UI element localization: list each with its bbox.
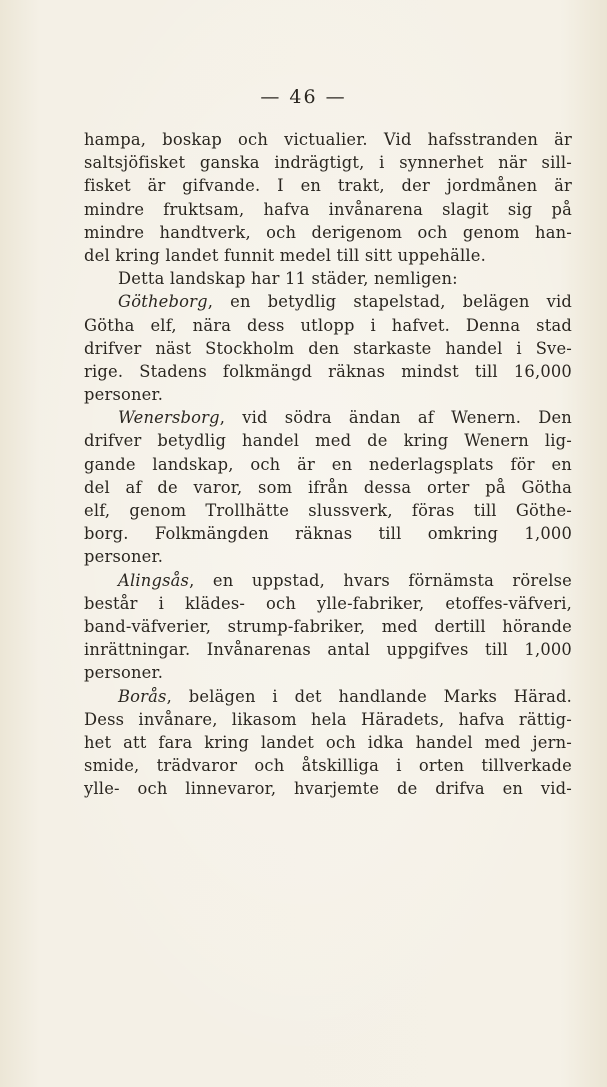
- text-line: het att fara kring landet och idka handel med jern-: [84, 732, 572, 752]
- text-line: mindre handtverk, och derigenom och genom han-: [84, 222, 572, 242]
- text-line: saltsjöfisket ganska indrägtigt, i synnerhet när sill-: [84, 153, 572, 173]
- body-text: [84, 128, 572, 800]
- text-line: borg. Folkmängden räknas till omkring 1,000: [84, 524, 572, 544]
- text-line: Götha elf, nära dess utlopp i hafvet. Denna stad: [84, 315, 572, 335]
- text-line: gande landskap, och är en nederlagsplats för en: [84, 454, 572, 474]
- text-line-alingsas: Alingsås, en uppstad, hvars förnämsta rörelse: [118, 570, 572, 590]
- text-line: inrättningar. Invånarenas antal uppgifves till 1,000: [84, 640, 572, 660]
- text-line: del af de varor, som ifrån dessa orter på Götha: [84, 477, 572, 497]
- text-line: ylle- och linnevaror, hvarjemte de drifva en vid-: [84, 779, 572, 799]
- text-line: personer.: [84, 385, 164, 405]
- text-line: personer.: [84, 663, 164, 683]
- text-line: del kring landet funnit medel till sitt uppehälle.: [84, 245, 487, 265]
- text-line: drifver betydlig handel med de kring Wenern lig-: [84, 431, 572, 451]
- text-line: mindre fruktsam, hafva invånarena slagit sig på: [84, 199, 572, 219]
- text-line: band-väfverier, strump-fabriker, med dertill hörande: [84, 616, 572, 636]
- place-name: Alingsås: [118, 570, 190, 590]
- place-name: Borås: [118, 686, 167, 706]
- text-line: drifver näst Stockholm den starkaste handel i Sve-: [84, 338, 572, 358]
- text-line-boras: Borås, belägen i det handlande Marks Härad.: [118, 686, 572, 706]
- text-line: Dess invånare, likasom hela Häradets, hafva rättig-: [84, 709, 572, 729]
- place-name: Wenersborg: [118, 408, 220, 428]
- text-line-wenersborg: Wenersborg, vid södra ändan af Wenern. Den: [118, 408, 572, 428]
- text-line: elf, genom Trollhätte slussverk, föras till Göthe-: [84, 501, 572, 520]
- text-line: smide, trädvaror och åtskilliga i orten tillverkade: [84, 756, 572, 776]
- place-name: Götheborg: [118, 292, 208, 312]
- text-line: fisket är gifvande. I en trakt, der jordmånen är: [84, 176, 572, 196]
- text-line-goteborg: Götheborg, en betydlig stapelstad, belägen vid: [118, 292, 572, 312]
- text-line: Detta landskap har 11 städer, nemligen:: [118, 269, 458, 289]
- page-number: — 46 —: [260, 86, 347, 108]
- text-line: hampa, boskap och victualier. Vid hafsstranden är: [84, 130, 572, 149]
- text-line: består i klädes- och ylle-fabriker, etoffes-väfveri,: [84, 593, 572, 613]
- text-line: personer.: [84, 547, 164, 567]
- text-line: rige. Stadens folkmängd räknas mindst till 16,000: [84, 361, 572, 381]
